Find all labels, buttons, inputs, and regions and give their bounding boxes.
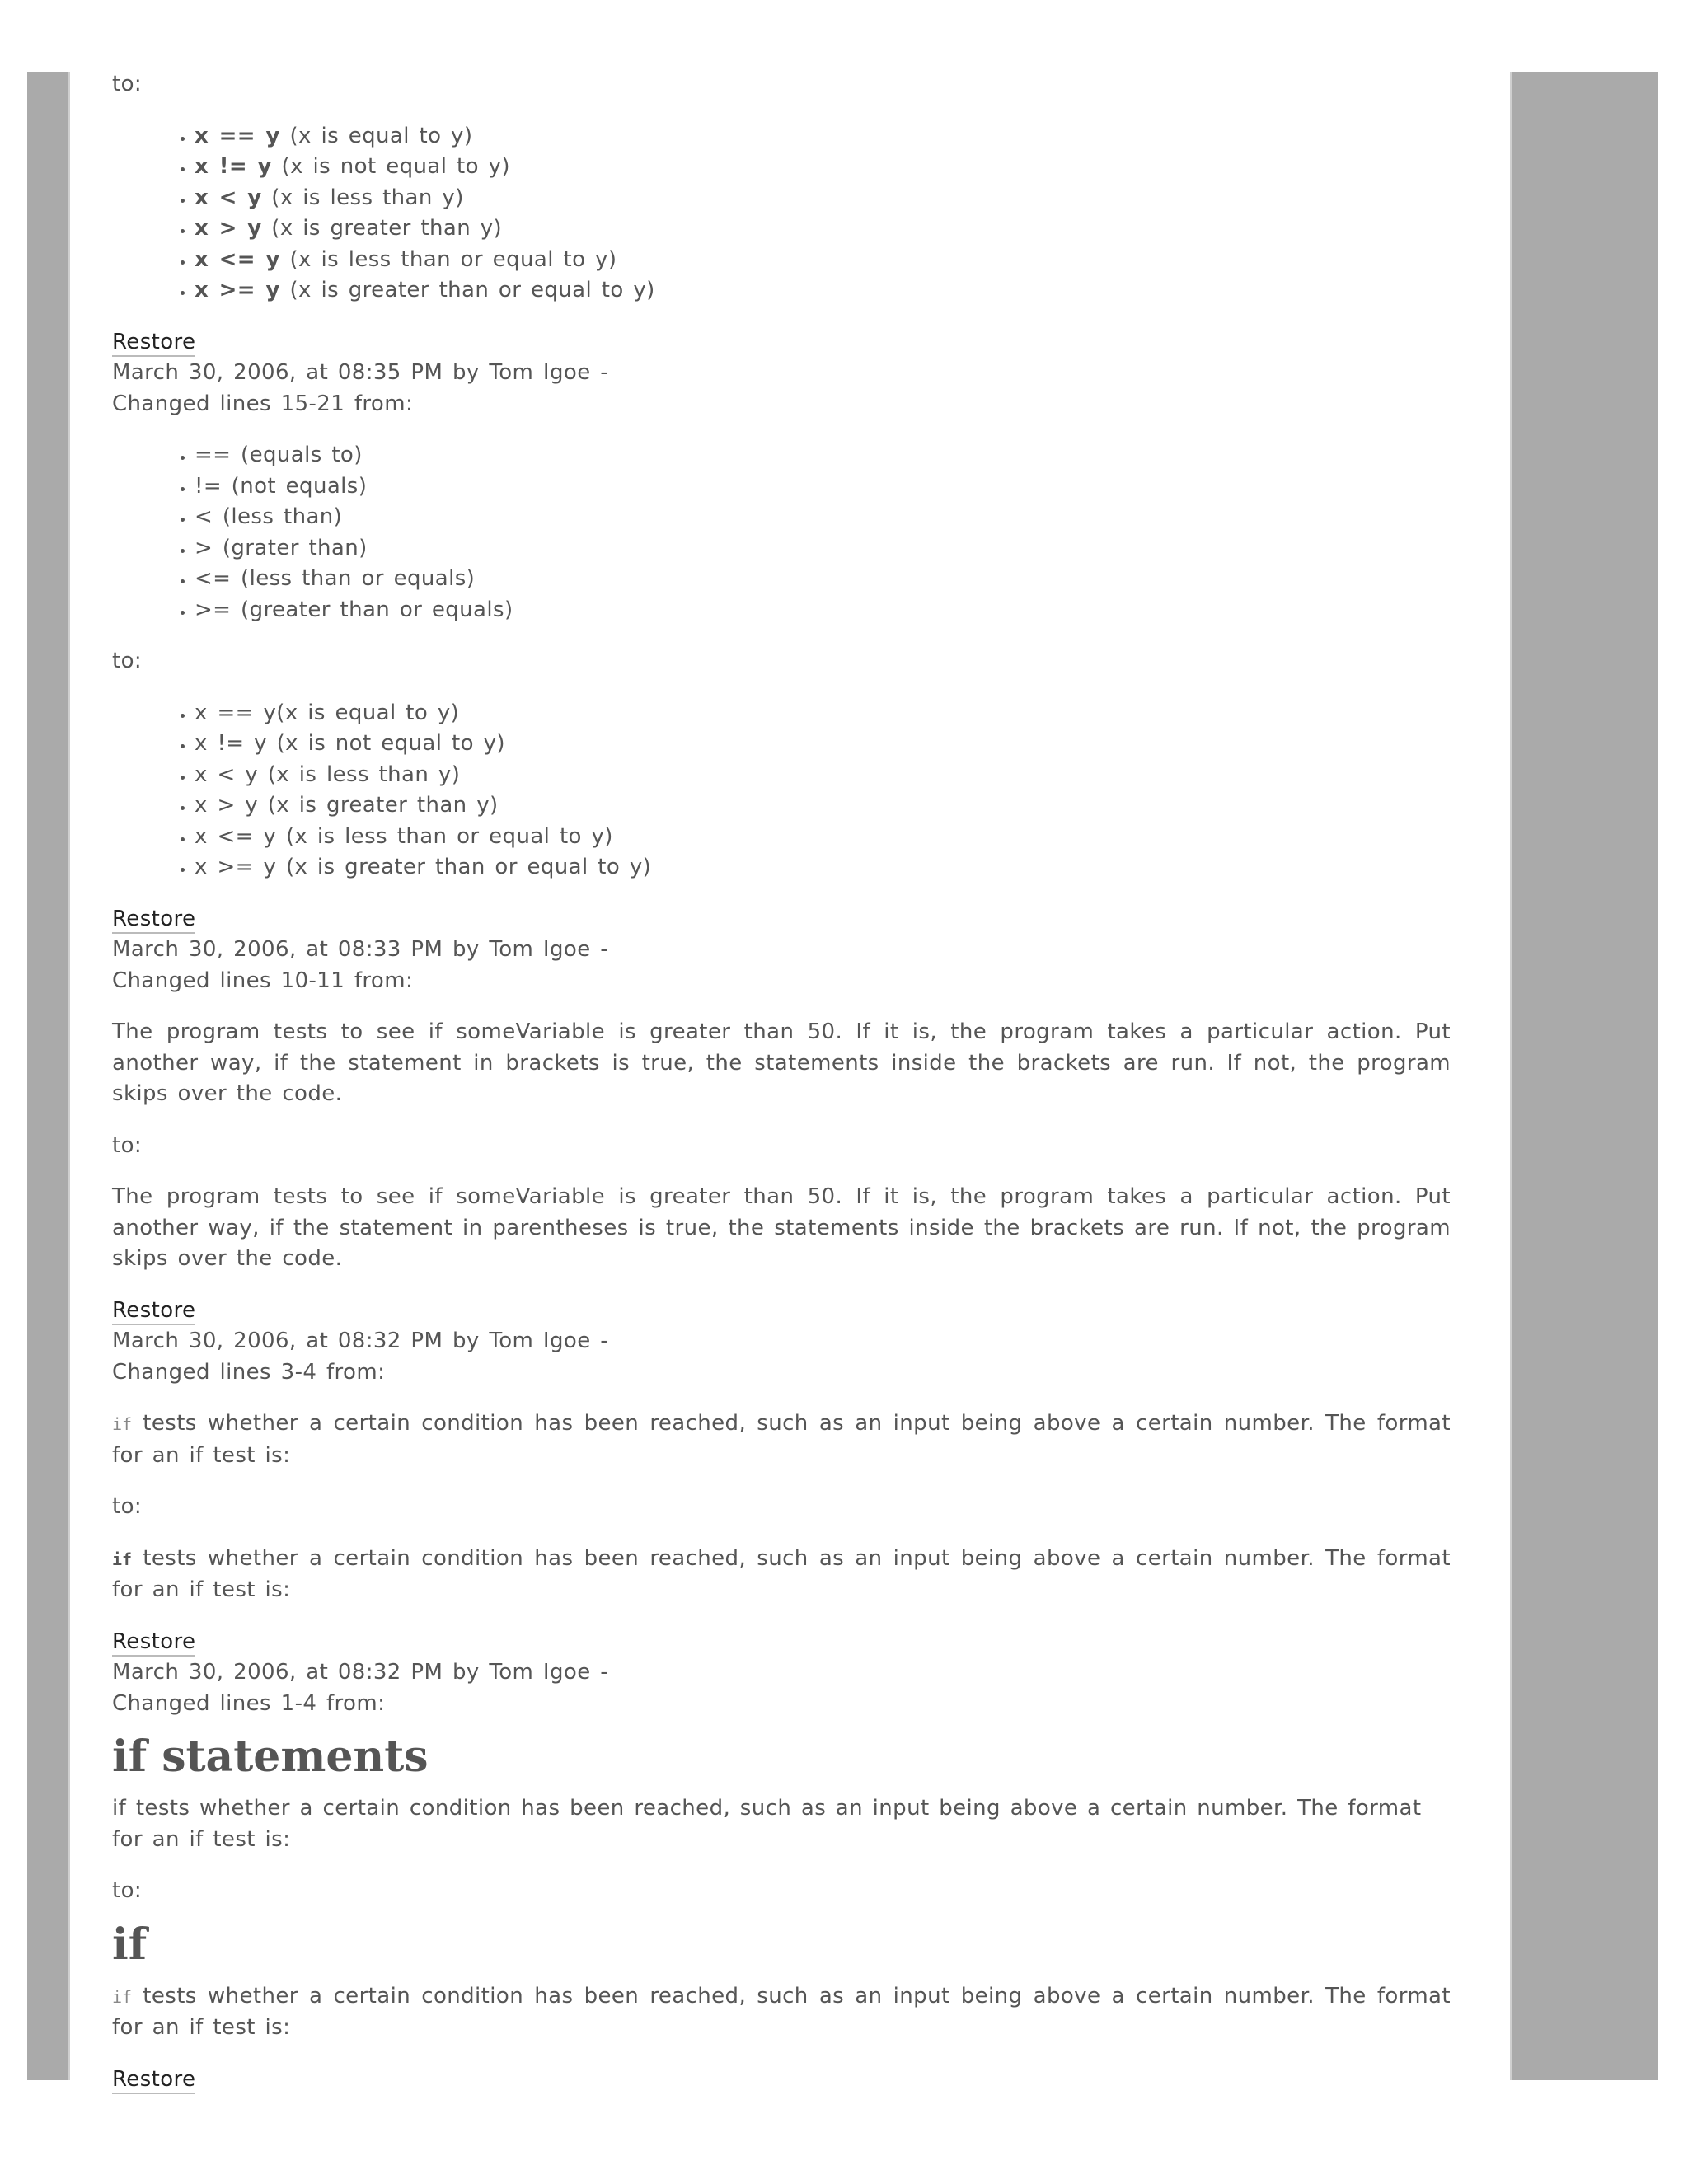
revision-change: Changed lines 1-4 from: (112, 1690, 386, 1716)
from-heading: if statements (112, 1732, 429, 1782)
code-keyword: if (112, 1986, 133, 2007)
list-item: • x <= y (x is less than or equal to y) (195, 822, 1451, 853)
to-label: to: (112, 1878, 143, 1903)
from-list (112, 440, 1451, 626)
from-paragraph: The program tests to see if someVariable is greater than 50. If it is, the program takes a particular action. Put another way, if the statement in brackets is true, the statements inside the brackets are run. If not, the program skips over the code. (112, 1019, 1451, 1106)
to-label: to: (112, 72, 143, 96)
code-keyword: if (112, 1549, 133, 1569)
list-item: • x > y (x is greater than y) (195, 790, 1451, 822)
list-item: • < (less than) (195, 502, 1451, 533)
list-item: • x <= y (x is less than or equal to y) (195, 245, 1451, 276)
to-paragraph: if tests whether a certain condition has been reached, such as an input being above a certain number. The format for an if test is: (112, 1983, 1451, 2040)
list-item: • x < y (x is less than y) (195, 760, 1451, 791)
revision-meta: March 30, 2006, at 08:33 PM by Tom Igoe - (112, 937, 609, 962)
list-item: • == (equals to) (195, 440, 1451, 471)
to-list (112, 698, 1451, 883)
restore-link[interactable]: Restore (112, 2067, 195, 2094)
list-item: • x >= y (x is greater than or equal to y) (195, 275, 1451, 307)
restore-link[interactable]: Restore (112, 330, 195, 357)
page-history-content (112, 69, 1451, 2095)
to-label: to: (112, 649, 143, 673)
left-sidebar (27, 72, 70, 2080)
revision-change: Changed lines 10-11 from: (112, 968, 414, 993)
revision-meta: March 30, 2006, at 08:35 PM by Tom Igoe - (112, 360, 609, 385)
to-heading: if (112, 1919, 148, 1970)
restore-link[interactable]: Restore (112, 907, 195, 934)
list-item: • x != y (x is not equal to y) (195, 152, 1451, 183)
list-item: • x > y (x is greater than y) (195, 213, 1451, 245)
to-label: to: (112, 1494, 143, 1519)
right-sidebar (1510, 72, 1658, 2080)
from-paragraph: if tests whether a certain condition has been reached, such as an input being above a certain number. The format for an if test is: (112, 1796, 1422, 1852)
list-item: • x == y(x is equal to y) (195, 698, 1451, 729)
revision-meta: March 30, 2006, at 08:32 PM by Tom Igoe - (112, 1329, 609, 1353)
list-item: • >= (greater than or equals) (195, 595, 1451, 626)
revision-change: Changed lines 3-4 from: (112, 1359, 386, 1385)
from-paragraph: if tests whether a certain condition has been reached, such as an input being above a certain number. The format for an if test is: (112, 1411, 1451, 1468)
code-keyword: if (112, 1414, 133, 1434)
list-item: • x < y (x is less than y) (195, 183, 1451, 214)
restore-link[interactable]: Restore (112, 1629, 195, 1657)
to-paragraph: The program tests to see if someVariable is greater than 50. If it is, the program takes a particular action. Put another way, if the statement in parentheses is true, the statements inside the brackets are run. If not, the program skips over the code. (112, 1184, 1451, 1271)
list-item: • x != y (x is not equal to y) (195, 729, 1451, 760)
list-item: • x >= y (x is greater than or equal to y) (195, 852, 1451, 883)
comparison-operators-list (112, 121, 1451, 307)
list-item: • x == y (x is equal to y) (195, 121, 1451, 152)
revision-change: Changed lines 15-21 from: (112, 391, 414, 416)
revision-meta: March 30, 2006, at 08:32 PM by Tom Igoe - (112, 1660, 609, 1685)
to-label: to: (112, 1132, 143, 1158)
list-item: • <= (less than or equals) (195, 564, 1451, 595)
restore-link[interactable]: Restore (112, 1298, 195, 1325)
list-item: • != (not equals) (195, 471, 1451, 503)
list-item: • > (grater than) (195, 533, 1451, 565)
to-paragraph: if tests whether a certain condition has been reached, such as an input being above a certain number. The format for an if test is: (112, 1545, 1451, 1602)
